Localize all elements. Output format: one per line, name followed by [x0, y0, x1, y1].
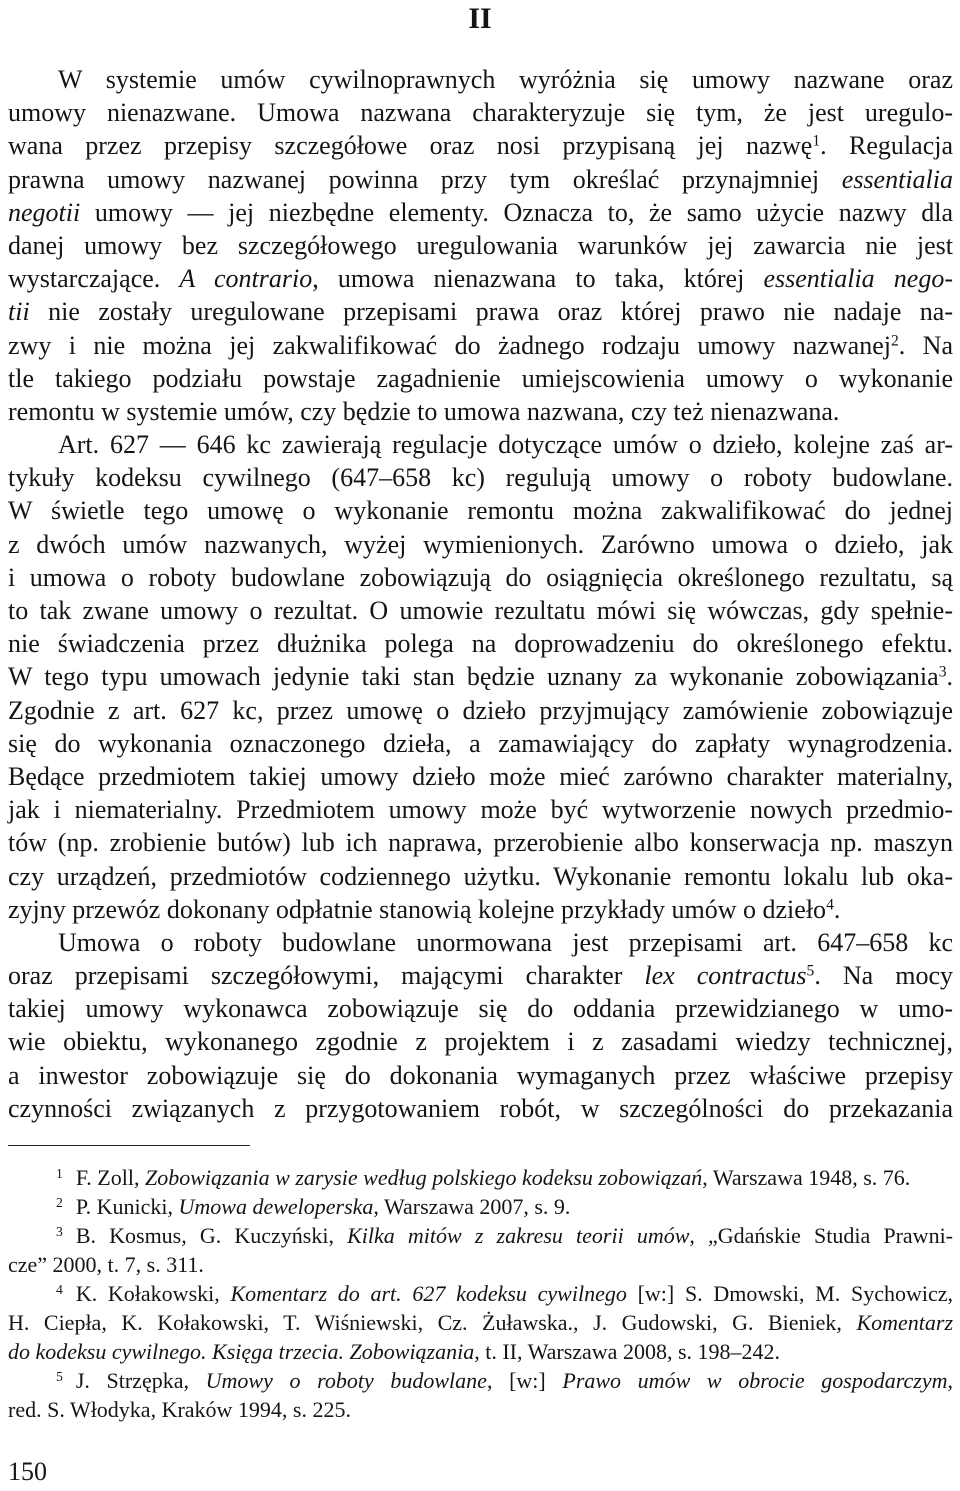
- footnote-marker: 3: [56, 1223, 63, 1239]
- footnote-reference: 5: [806, 962, 815, 980]
- text-segment: tów (np. zrobienie butów) lub ich naprawa, przerobienie albo konserwacja np. maszyn: [8, 828, 953, 858]
- text-segment: .: [833, 894, 841, 924]
- text-line: [8, 1221, 953, 1250]
- italic-text: Komentarz: [856, 1310, 953, 1335]
- text-segment: zwy i nie można jej zakwalifikować do żadnego rodzaju umowy nazwanej: [8, 330, 891, 360]
- text-segment: B. Kosmus, G. Kuczyński,: [75, 1223, 348, 1248]
- text-segment: czy urządzeń, przedmiotów codziennego użytku. Wykonanie remontu lokalu lub oka-: [8, 861, 953, 891]
- text-line: [8, 594, 953, 627]
- text-line: [8, 1279, 953, 1308]
- text-line: [8, 1250, 953, 1279]
- text-segment: , umowa nienazwana to taka, której: [312, 264, 764, 294]
- text-line: [8, 395, 953, 428]
- text-line: [8, 1025, 953, 1058]
- text-line: [8, 428, 953, 461]
- text-segment: umowy nienazwane. Umowa nazwana charakteryzuje się tym, że jest uregulo-: [8, 98, 953, 128]
- text-segment: z dwóch umów nazwanych, wyżej wymienionych. Zarówno umowa o dzieło, jak: [8, 529, 953, 559]
- text-segment: Będące przedmiotem takiej umowy dzieło może mieć zarówno charakter materialny,: [8, 761, 953, 791]
- footnote-marker: 2: [56, 1194, 63, 1210]
- italic-text: Zobowiązania w zarysie według polskiego kodeksu zobowiązań: [144, 1165, 703, 1190]
- text-segment: [w:] S. Dmowski, M. Sychowicz,: [626, 1281, 953, 1306]
- text-segment: F. Zoll,: [75, 1165, 145, 1190]
- text-line: [8, 992, 953, 1025]
- text-line: [8, 1395, 953, 1424]
- text-line: [8, 893, 953, 926]
- text-line: [8, 129, 953, 162]
- footnote: [8, 1221, 953, 1279]
- text-segment: remontu w systemie umów, czy będzie to umowa nazwana, czy też nienazwana.: [8, 396, 840, 426]
- text-line: [8, 196, 953, 229]
- text-segment: , Warszawa 2007, s. 9.: [373, 1194, 571, 1219]
- text-line: [8, 96, 953, 129]
- text-line: [8, 461, 953, 494]
- body-paragraph: [8, 428, 953, 926]
- italic-text: negotii: [8, 197, 81, 227]
- text-segment: . Na: [898, 330, 953, 360]
- italic-text: Umowa deweloperska: [178, 1194, 374, 1219]
- text-segment: .: [946, 662, 953, 692]
- chapter-heading: II: [468, 2, 492, 35]
- text-segment: . Na mocy: [814, 961, 953, 991]
- text-segment: wie obiektu, wykonanego zgodnie z projektem i z zasadami wiedzy technicznej,: [8, 1027, 953, 1057]
- footnote-reference: 1: [812, 132, 821, 150]
- text-segment: wystarczające.: [8, 264, 180, 294]
- text-segment: jak i niematerialny. Przedmiotem umowy może być wytworzenie nowych przedmio-: [8, 795, 953, 825]
- text-segment: danej umowy bez szczegółowego uregulowania warunków jej zawarcia nie jest: [8, 230, 953, 260]
- footnotes: [8, 1163, 953, 1424]
- italic-text: A contrario: [179, 264, 313, 294]
- text-segment: tykuły kodeksu cywilnego (647–658 kc) regulują umowy o roboty budowlane.: [8, 463, 953, 493]
- text-segment: . Regulacja: [820, 131, 953, 161]
- footnote-reference: 3: [938, 663, 947, 681]
- text-line: [8, 494, 953, 527]
- body-text: [8, 63, 953, 1125]
- text-line: [8, 926, 953, 959]
- text-line: [8, 627, 953, 660]
- text-segment: , Warszawa 1948, s. 76.: [702, 1165, 911, 1190]
- italic-text: tii: [8, 297, 30, 327]
- text-line: [8, 229, 953, 262]
- text-line: [8, 1366, 953, 1395]
- footnote-marker: 5: [56, 1368, 63, 1384]
- text-line: [8, 860, 953, 893]
- text-segment: zyjny przewóz dokonany odpłatnie stanowią kolejne przykłady umów o dzieło: [8, 894, 827, 924]
- text-segment: P. Kunicki,: [75, 1194, 179, 1219]
- text-line: [8, 1308, 953, 1337]
- footnote-marker: 4: [56, 1281, 63, 1297]
- text-segment: to tak zwane umowy o rezultat. O umowie rezultatu mówi się wówczas, gdy spełnie-: [8, 596, 953, 625]
- text-segment: Umowa o roboty budowlane unormowana jest przepisami art. 647–658 kc: [58, 927, 953, 957]
- text-segment: W świetle tego umowę o wykonanie remontu można zakwalifikować do jednej: [8, 496, 953, 526]
- text-line: [8, 262, 953, 295]
- italic-text: lex contractus: [644, 961, 807, 991]
- text-line: [8, 826, 953, 859]
- italic-text: Komentarz do art. 627 kodeksu cywilnego: [230, 1281, 627, 1306]
- text-line: [8, 959, 953, 992]
- italic-text: Prawo umów w obrocie gospodarczym: [562, 1368, 948, 1393]
- text-line: [8, 1192, 953, 1221]
- text-line: [8, 561, 953, 594]
- text-segment: się do wykonania oznaczonego dzieła, a zamawiający do zapłaty wynagrodzenia.: [8, 728, 953, 758]
- text-line: [8, 760, 953, 793]
- text-segment: prawna umowy nazwanej powinna przy tym określać przynajmniej: [8, 164, 842, 194]
- text-segment: umowy — jej niezbędne elementy. Oznacza to, że samo użycie nazwy dla: [80, 197, 953, 227]
- text-line: [8, 1337, 953, 1366]
- italic-text: essentialia nego-: [763, 264, 953, 294]
- text-segment: , „Gdańskie Studia Prawni-: [689, 1223, 954, 1248]
- italic-text: Kilka mitów z zakresu teorii umów: [347, 1223, 690, 1248]
- text-line: [8, 1059, 953, 1092]
- text-segment: Zgodnie z art. 627 kc, przez umowę o dzieło przyjmujący zamówienie zobowiązuje: [8, 695, 953, 725]
- text-segment: a inwestor zobowiązuje się do dokonania wymaganych przez właściwe przepisy: [8, 1060, 953, 1090]
- text-segment: W systemie umów cywilnoprawnych wyróżnia się umowy nazwane oraz: [58, 65, 953, 94]
- text-line: [8, 362, 953, 395]
- text-segment: czynności związanych z przygotowaniem robót, w szczególności do przekazania: [8, 1093, 953, 1123]
- footnote: [8, 1366, 953, 1424]
- text-segment: wana przez przepisy szczegółowe oraz nosi przypisaną jej nazwę: [8, 131, 813, 161]
- text-segment: nie świadczenia przez dłużnika polega na doprowadzeniu do określonego efektu.: [8, 629, 953, 659]
- italic-text: essentialia: [841, 164, 953, 194]
- text-line: [8, 793, 953, 826]
- text-segment: takiej umowy wykonawca zobowiązuje się do oddania przewidzianego w umo-: [8, 994, 953, 1024]
- text-line: [8, 660, 953, 693]
- italic-text: Umowy o roboty budowlane: [205, 1368, 487, 1393]
- body-paragraph: [8, 63, 953, 428]
- footnote-separator: [8, 1145, 250, 1146]
- text-segment: cze” 2000, t. 7, s. 311.: [8, 1252, 204, 1277]
- text-segment: Art. 627 — 646 kc zawierają regulacje dotyczące umów o dzieło, kolejne zaś ar-: [58, 430, 953, 460]
- text-segment: red. S. Włodyka, Kraków 1994, s. 225.: [8, 1397, 351, 1422]
- text-line: [8, 295, 953, 328]
- text-line: [8, 329, 953, 362]
- text-segment: J. Strzępka,: [75, 1368, 206, 1393]
- text-line: [8, 727, 953, 760]
- footnote-reference: 2: [890, 331, 899, 349]
- italic-text: do kodeksu cywilnego. Księga trzecia. Zobowiązania,: [8, 1339, 480, 1364]
- text-segment: ,: [947, 1368, 954, 1393]
- text-segment: K. Kołakowski,: [75, 1281, 231, 1306]
- text-line: [8, 694, 953, 727]
- body-paragraph: [8, 926, 953, 1125]
- text-segment: H. Ciepła, K. Kołakowski, T. Wiśniewski, Cz. Żuławska., J. Gudowski, G. Bieniek,: [8, 1310, 857, 1335]
- text-segment: i umowa o roboty budowlane zobowiązują do osiągnięcia określonego rezultatu, są: [8, 562, 953, 592]
- text-line: [8, 1163, 953, 1192]
- text-segment: W tego typu umowach jedynie taki stan będzie uznany za wykonanie zobowiązania: [8, 662, 939, 692]
- footnote: [8, 1163, 953, 1192]
- text-line: [8, 1092, 953, 1125]
- footnote: [8, 1192, 953, 1221]
- footnote-marker: 1: [56, 1165, 63, 1181]
- text-line: [8, 163, 953, 196]
- page-number: 150: [8, 1457, 47, 1486]
- text-segment: oraz przepisami szczegółowymi, mającymi charakter: [8, 961, 645, 991]
- text-segment: , [w:]: [486, 1368, 563, 1393]
- text-segment: tle takiego podziału powstaje zagadnienie umiejscowienia umowy o wykonanie: [8, 363, 953, 393]
- text-line: [8, 63, 953, 96]
- text-segment: t. II, Warszawa 2008, s. 198–242.: [479, 1339, 780, 1364]
- footnote-reference: 4: [826, 896, 834, 914]
- text-line: [8, 528, 953, 561]
- footnote: [8, 1279, 953, 1366]
- text-segment: nie zostały uregulowane przepisami prawa oraz której prawo nie nadaje na-: [29, 297, 953, 327]
